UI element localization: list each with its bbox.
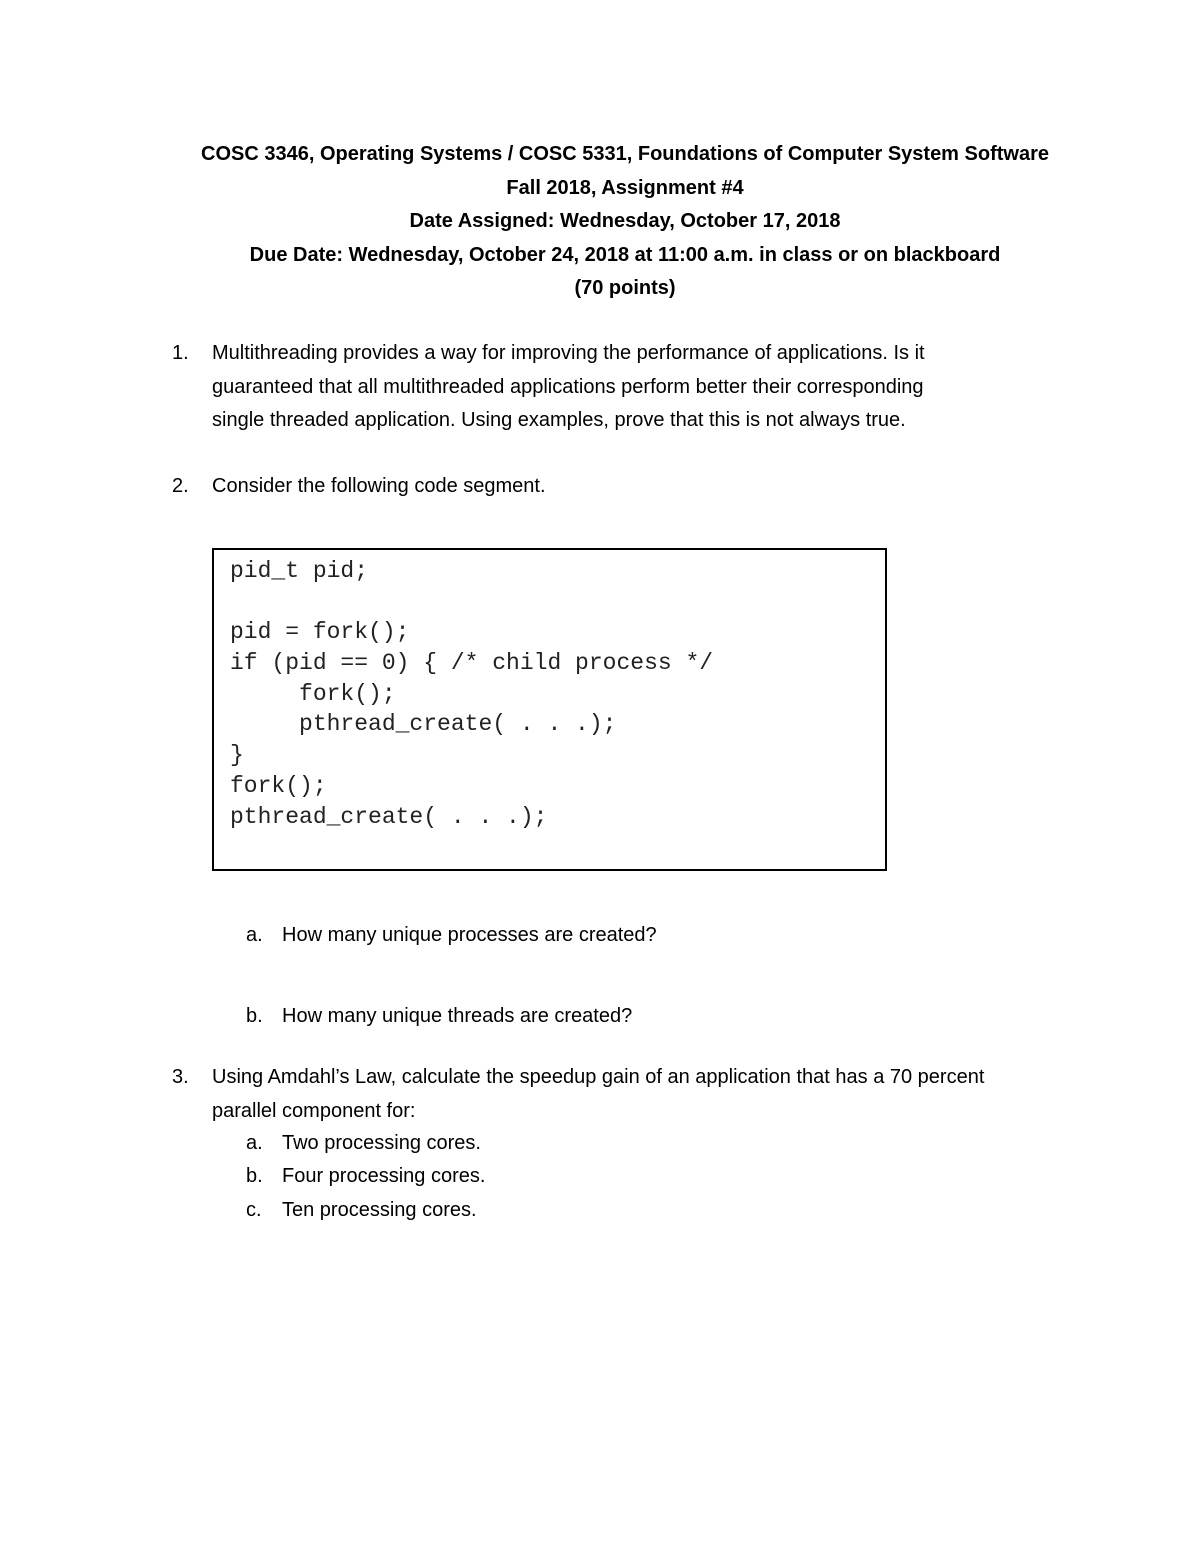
- question-3-part-b: [246, 1160, 485, 1194]
- question-line: guaranteed that all multithreaded applications perform better their corresponding: [212, 375, 924, 398]
- code-line: [230, 587, 713, 618]
- term-title: Fall 2018, Assignment #4: [506, 176, 744, 199]
- question-line: Using Amdahl’s Law, calculate the speedup gain of an application that has a 70 percent: [212, 1066, 985, 1088]
- code-line: if (pid == 0) { /* child process */: [230, 650, 714, 677]
- question-line: parallel component for:: [212, 1099, 416, 1122]
- question-2-part-b: [246, 1000, 632, 1034]
- question-3-part-c: [246, 1194, 477, 1228]
- question-3-part-a: [246, 1127, 481, 1161]
- total-points: (70 points): [574, 277, 676, 299]
- part-letter: a.: [246, 924, 263, 946]
- due-date: Due Date: Wednesday, October 24, 2018 at 11:00 a.m. in class or on blackboard: [249, 243, 1001, 266]
- code-segment: [230, 556, 713, 832]
- question-number: 2.: [172, 475, 189, 497]
- code-line: fork();: [230, 772, 327, 799]
- part-text: Four processing cores.: [282, 1165, 486, 1187]
- code-line: fork();: [230, 680, 396, 707]
- course-title: COSC 3346, Operating Systems / COSC 5331, Foundations of Computer System Software: [201, 143, 1049, 165]
- part-letter: a.: [246, 1132, 263, 1154]
- question-text: [212, 1061, 1072, 1128]
- question-line: Multithreading provides a way for improving the performance of applications. Is it: [212, 342, 925, 364]
- question-number: 3.: [172, 1066, 189, 1088]
- part-text: How many unique processes are created?: [282, 924, 657, 946]
- part-text: Ten processing cores.: [282, 1199, 477, 1221]
- code-segment-box: [212, 548, 887, 871]
- part-text: Two processing cores.: [282, 1132, 481, 1154]
- code-line: }: [230, 742, 244, 769]
- part-text: How many unique threads are created?: [282, 1005, 633, 1027]
- question-number: 1.: [172, 342, 189, 364]
- question-text: [212, 337, 1072, 438]
- part-letter: c.: [246, 1199, 262, 1221]
- part-letter: b.: [246, 1165, 263, 1187]
- question-line: single threaded application. Using examples, prove that this is not always true.: [212, 409, 906, 431]
- question-line: Consider the following code segment.: [212, 475, 546, 497]
- code-line: pid_t pid;: [230, 558, 369, 584]
- question-text: [212, 470, 1072, 504]
- code-line: pthread_create( . . .);: [230, 803, 548, 830]
- code-line: pid = fork();: [230, 619, 410, 646]
- question-2-part-a: [246, 919, 657, 953]
- assignment-header: [150, 138, 1100, 306]
- code-line: pthread_create( . . .);: [230, 711, 617, 738]
- part-letter: b.: [246, 1005, 263, 1027]
- date-assigned: Date Assigned: Wednesday, October 17, 2018: [409, 210, 841, 232]
